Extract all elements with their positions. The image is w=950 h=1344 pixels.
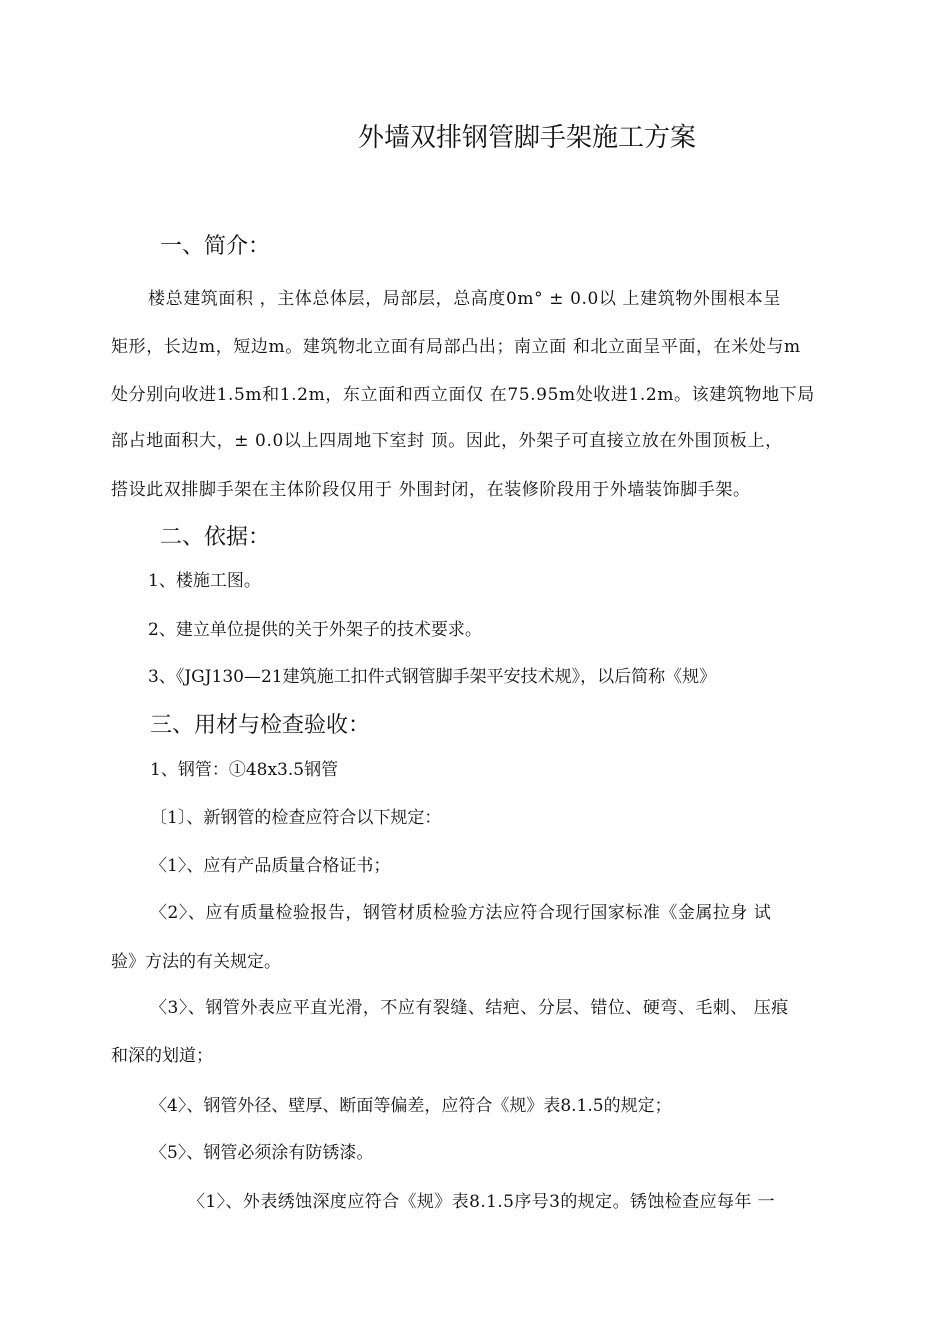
intro-line-1: 楼总建筑面积 ，主体总体层，局部层，总高度0m° ± 0.0以 上建筑物外围根本呈 bbox=[148, 289, 781, 309]
materials-item-1: 1、钢管：①48x3.5钢管 bbox=[150, 760, 339, 780]
basis-item-3: 3、《JGJ130—21建筑施工扣件式钢管脚手架平安技术规》，以后简称《规》 bbox=[148, 667, 717, 687]
basis-item-2: 2、建立单位提供的关于外架子的技术要求。 bbox=[148, 620, 482, 640]
section-heading-basis: 二、依据： bbox=[160, 525, 271, 550]
materials-p2-line1: 〈2〉、应有质量检验报告，钢管材质检验方法应符合现行国家标准《金属拉身 试 bbox=[150, 903, 772, 923]
intro-line-4: 部占地面积大，± 0.0以上四周地下室封 顶。因此，外架子可直接立放在外围顶板上， bbox=[111, 431, 783, 451]
materials-p4: 〈4〉、钢管外径、壁厚、断面等偏差，应符合《规》表8.1.5的规定； bbox=[150, 1096, 672, 1116]
intro-line-3: 处分别向收进1.5m和1.2m，东立面和西立面仅 在75.95m处收进1.2m。该建筑物地下局 bbox=[111, 385, 815, 405]
materials-p6: 〈1〉、外表绣蚀深度应符合《规》表8.1.5序号3的规定。锈蚀检查应每年 一 bbox=[188, 1192, 775, 1212]
materials-p3-line2: 和深的划道； bbox=[111, 1046, 213, 1066]
intro-line-2: 矩形，长边m，短边m。建筑物北立面有局部凸出；南立面 和北立面呈平面，在米处与m bbox=[111, 337, 801, 357]
basis-item-1: 1、楼施工图。 bbox=[148, 571, 261, 591]
document-title: 外墙双排钢管脚手架施工方案 bbox=[358, 123, 697, 153]
materials-p5: 〈5〉、钢管必须涂有防锈漆。 bbox=[150, 1143, 374, 1163]
materials-p1: 〈1〉、应有产品质量合格证书； bbox=[150, 856, 391, 876]
section-heading-materials: 三、用材与检查验收： bbox=[150, 713, 371, 738]
materials-sub-heading: 〔1〕、新钢管的检查应符合以下规定： bbox=[150, 808, 442, 828]
materials-p2-line2: 验》方法的有关规定。 bbox=[111, 952, 281, 972]
materials-p3-line1: 〈3〉、钢管外表应平直光滑，不应有裂缝、结疤、分层、错位、硬弯、毛刺、 压痕 bbox=[150, 998, 789, 1018]
section-heading-intro: 一、简介： bbox=[160, 234, 271, 259]
intro-line-5: 搭设此双排脚手架在主体阶段仅用于 外围封闭，在装修阶段用于外墙装饰脚手架。 bbox=[111, 480, 751, 500]
